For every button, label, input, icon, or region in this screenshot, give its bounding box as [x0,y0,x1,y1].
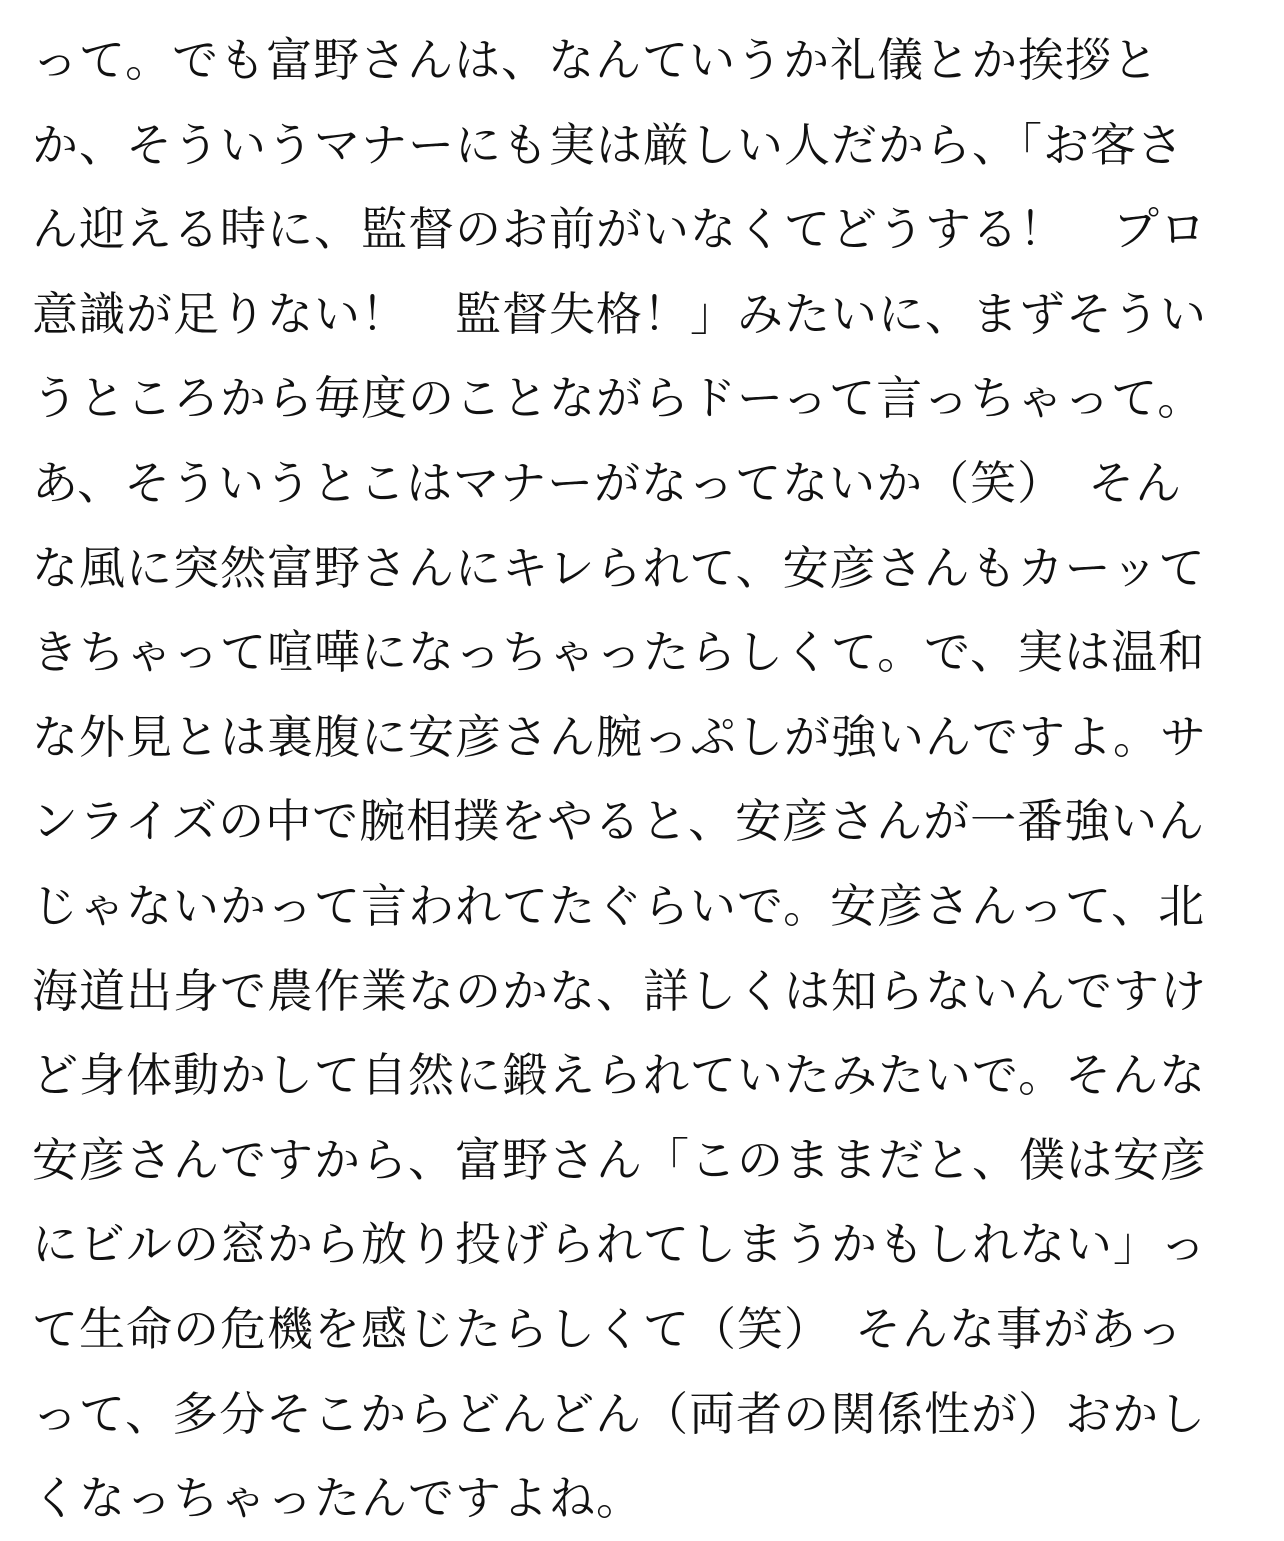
text-line: か、そういうマナーにも実は厳しい人だから、「お客さ [32,117,1184,172]
text-line: きちゃって喧嘩になっちゃったらしくて。で、実は温和 [32,625,1206,680]
text-line: にビルの窓から放り投げられてしまうかもしれない」っ [32,1217,1207,1272]
text-line: ど身体動かして自然に鍛えられていたみたいで。そんな [32,1048,1207,1103]
text-line: って、多分そこからどんどん（両者の関係性が）おかし [32,1386,1207,1441]
text-line: ん迎える時に、監督のお前がいなくてどうする！ プロ [32,202,1207,257]
text-line: うところから毎度のことながらドーって言っちゃって。 [32,371,1205,426]
text-line: て生命の危機を感じたらしくて（笑） そんな事があっ [32,1301,1184,1356]
text-line: 意識が足りない！ 監督失格！」みたいに、まずそうい [32,286,1207,341]
text-line: 海道出身で農作業なのかな、詳しくは知らないんですけ [32,963,1207,1018]
text-line: な風に突然富野さんにキレられて、安彦さんもカーッて [32,540,1206,595]
text-line: あ、そういうとこはマナーがなってないか（笑） そん [32,455,1183,510]
text-line: 安彦さんですから、富野さん「このままだと、僕は安彦 [32,1132,1207,1187]
text-line: ンライズの中で腕相撲をやると、安彦さんが一番強いん [32,794,1206,849]
text-line: な外見とは裏腹に安彦さん腕っぷしが強いんですよ。サ [32,709,1207,764]
text-line: くなっちゃったんですよね。 [32,1471,643,1526]
text-line: って。でも富野さんは、なんていうか礼儀とか挨拶と [32,33,1160,87]
text-line: じゃないかって言われてたぐらいで。安彦さんって、北 [32,878,1206,933]
article-text [32,18,1262,1541]
